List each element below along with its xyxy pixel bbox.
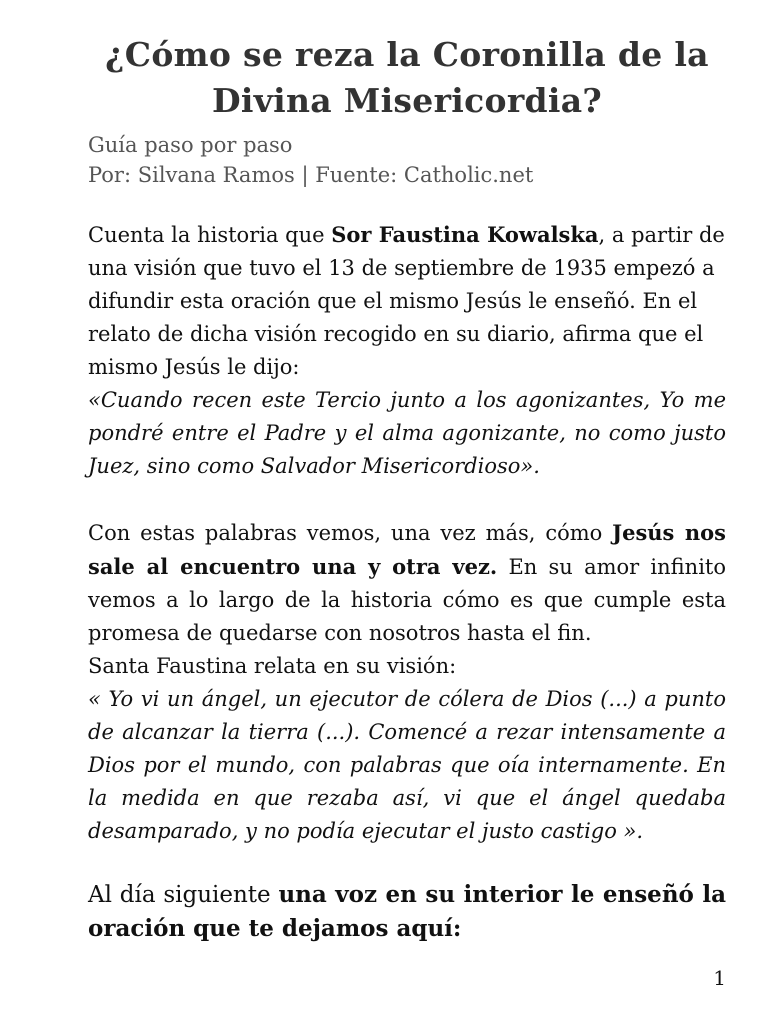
reflection-bold: Jesús nos sale al encuentro una y otra vez. — [88, 520, 726, 579]
paragraph-prayer-intro — [88, 878, 726, 946]
quote-jesus: «Cuando recen este Tercio junto a los agonizantes, Yo me pondré entre el Padre y el alma agonizante, no como justo Juez, sino como Salvador Misericordioso». — [88, 388, 726, 478]
paragraph-reflection — [88, 516, 726, 650]
title-line-2: Divina Misericordia? — [211, 81, 603, 120]
prayer-intro-text: Al día siguiente — [88, 882, 279, 908]
subtitle: Guía paso por paso — [88, 133, 293, 157]
quote-faustina: « Yo vi un ángel, un ejecutor de cólera de Dios (...) a punto de alcanzar la tierra (...). Comencé a rezar intensamente a Dios por el mundo, con palabras que oía internamente. En la medida en que rezaba así, vi que el ángel quedaba desamparado, y no podía ejecutar el justo castigo ». — [88, 687, 726, 843]
byline: Por: Silvana Ramos | Fuente: Catholic.net — [88, 163, 534, 187]
paragraph-vision-intro: Santa Faustina relata en su visión: — [88, 654, 457, 678]
intro-text-a: Cuenta la historia que — [88, 223, 332, 247]
page-title — [88, 32, 726, 124]
document-page — [88, 32, 726, 946]
paragraph-intro — [88, 218, 726, 384]
title-line-1: ¿Cómo se reza la Coronilla de la — [105, 35, 709, 74]
page-number: 1 — [713, 966, 726, 990]
prayer-intro-bold: una voz en su interior le enseñó la oración que te dejamos aquí: — [88, 881, 726, 942]
reflection-text-b: En su amor infinito vemos a lo largo de la historia cómo es que cumple esta promesa de quedarse con nosotros hasta el fin. — [88, 555, 726, 645]
intro-text-b: , a partir de una visión que tuvo el 13 de septiembre de 1935 empezó a difundir esta oración que el mismo Jesús le enseñó. En el relato de dicha visión recogido en su diario, afirma que el mismo Jesús le dijo: — [88, 223, 725, 379]
intro-bold-name: Sor Faustina Kowalska — [331, 222, 599, 247]
reflection-text-a: Con estas palabras vemos, una vez más, cómo — [88, 521, 613, 545]
